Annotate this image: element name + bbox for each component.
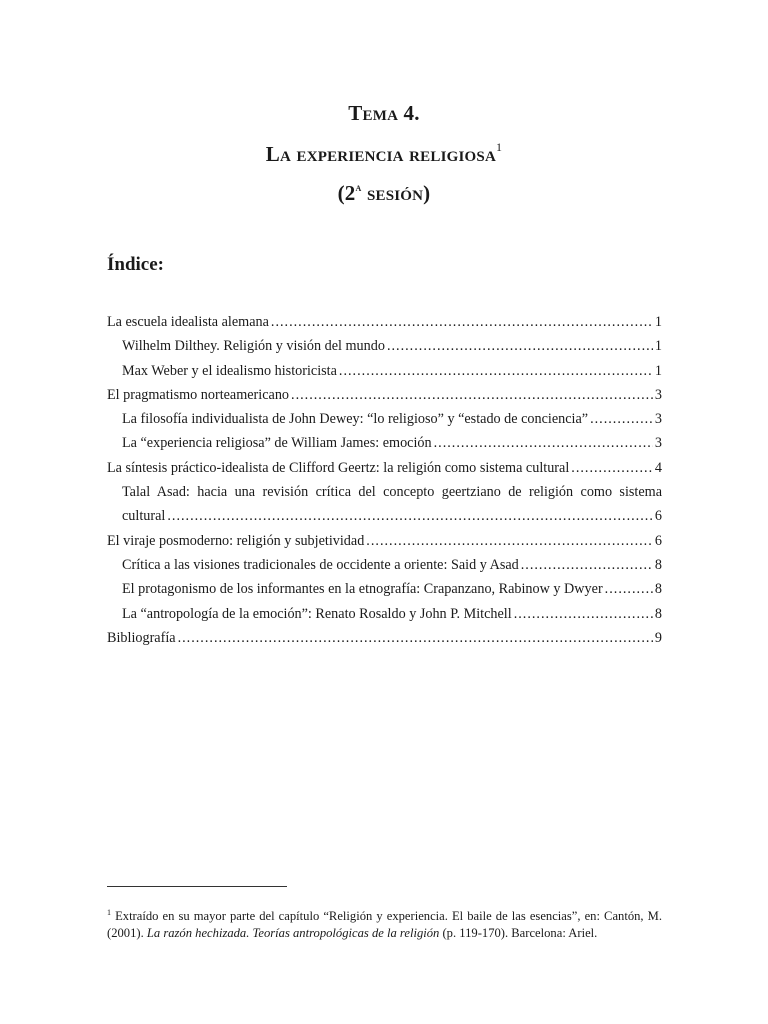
footnote-divider	[107, 886, 287, 887]
toc-leader	[178, 626, 653, 650]
toc-entry[interactable]	[107, 626, 662, 650]
toc-entry-text: La “antropología de la emoción”: Renato Rosaldo y John P. Mitchell	[122, 605, 512, 622]
toc-entry[interactable]	[107, 310, 662, 334]
toc-page-number: 1	[654, 338, 662, 355]
toc-leader	[605, 577, 653, 601]
toc-entry-text: La síntesis práctico-idealista de Clifford Geertz: la religión como sistema cultural	[107, 459, 570, 476]
footnote-book-title: La razón hechizada. Teorías antropológicas de la religión	[146, 926, 440, 940]
footnote	[107, 904, 662, 942]
title-main-text: La experiencia religiosa	[265, 142, 496, 166]
toc-entry[interactable]	[107, 359, 662, 383]
toc-leader	[339, 359, 653, 383]
toc-entry[interactable]	[107, 407, 662, 431]
toc-entry[interactable]	[107, 577, 662, 601]
toc-leader	[167, 504, 653, 528]
toc-leader	[271, 310, 653, 334]
toc-entry-text: El pragmatismo norteamericano	[107, 386, 290, 403]
toc-page-number: 6	[654, 508, 662, 525]
toc-entry-text: El protagonismo de los informantes en la etnografía: Crapanzano, Rabinow y Dwyer	[122, 581, 603, 598]
toc-entry-text: Crítica a las visiones tradicionales de occidente a oriente: Said y Asad	[122, 556, 519, 573]
toc-page-number: 3	[654, 411, 662, 428]
title-session-rest: sesión)	[361, 181, 431, 205]
toc-entry[interactable]	[107, 456, 662, 480]
toc-page-number: 4	[654, 459, 662, 476]
title-main	[0, 130, 768, 171]
footnote-text: Extraído en su mayor parte del capítulo “Religión y experiencia. El baile de las esencias”, en: Cantón, M. (2001).	[107, 909, 662, 940]
toc-leader	[514, 602, 653, 626]
title-session-open: (2	[337, 181, 356, 205]
toc-leader	[590, 407, 653, 431]
toc-page-number: 1	[654, 314, 662, 330]
toc-entry[interactable]	[107, 480, 662, 529]
footnote-text-end: (p. 119-170). Barcelona: Ariel.	[439, 926, 598, 940]
toc-entry-text: Bibliografía	[107, 629, 176, 646]
toc-entry-text: Talal Asad: hacia una revisión crítica del concepto geertziano de religión como sistema	[122, 484, 662, 501]
toc-page-number: 9	[654, 629, 662, 646]
toc-entry-text: La escuela idealista alemana	[107, 314, 269, 330]
toc-entry-continuation	[122, 504, 662, 528]
toc-entry[interactable]	[107, 602, 662, 626]
toc-page-number: 6	[654, 532, 662, 549]
toc-leader	[571, 456, 653, 480]
toc-page-number: 3	[654, 435, 662, 452]
footnote-mark: 1	[107, 908, 111, 917]
toc-entry[interactable]	[107, 553, 662, 577]
toc-entry[interactable]	[107, 334, 662, 358]
toc-entry[interactable]	[107, 431, 662, 455]
toc-entry[interactable]	[107, 529, 662, 553]
title-topic-text: Tema 4.	[348, 101, 420, 125]
toc-entry-text: cultural	[122, 508, 166, 525]
toc-leader	[366, 529, 653, 553]
toc-entry-text: Max Weber y el idealismo historicista	[122, 362, 337, 379]
toc-leader	[291, 383, 653, 407]
toc-entry-text: La “experiencia religiosa” de William James: emoción	[122, 435, 432, 452]
title-topic	[0, 96, 768, 130]
toc-page-number: 8	[654, 581, 662, 598]
title-session	[0, 171, 768, 210]
toc-entry-text: La filosofía individualista de John Dewey: “lo religioso” y “estado de conciencia”	[122, 411, 589, 428]
toc-page-number: 3	[654, 386, 662, 403]
toc-leader	[521, 553, 653, 577]
toc-leader	[434, 431, 653, 455]
index-heading: Índice:	[107, 254, 164, 275]
toc-page-number: 8	[654, 556, 662, 573]
toc-page-number: 8	[654, 605, 662, 622]
title-session-ordinal: a	[355, 182, 362, 194]
toc-page-number: 1	[654, 362, 662, 379]
title-block	[0, 96, 768, 210]
toc-entry-text: Wilhelm Dilthey. Religión y visión del mundo	[122, 338, 385, 355]
toc-entry[interactable]	[107, 383, 662, 407]
toc-entry-text: El viraje posmoderno: religión y subjetividad	[107, 532, 365, 549]
toc-leader	[387, 334, 653, 358]
footnote-reference[interactable]: 1	[495, 140, 503, 154]
table-of-contents	[107, 310, 662, 650]
